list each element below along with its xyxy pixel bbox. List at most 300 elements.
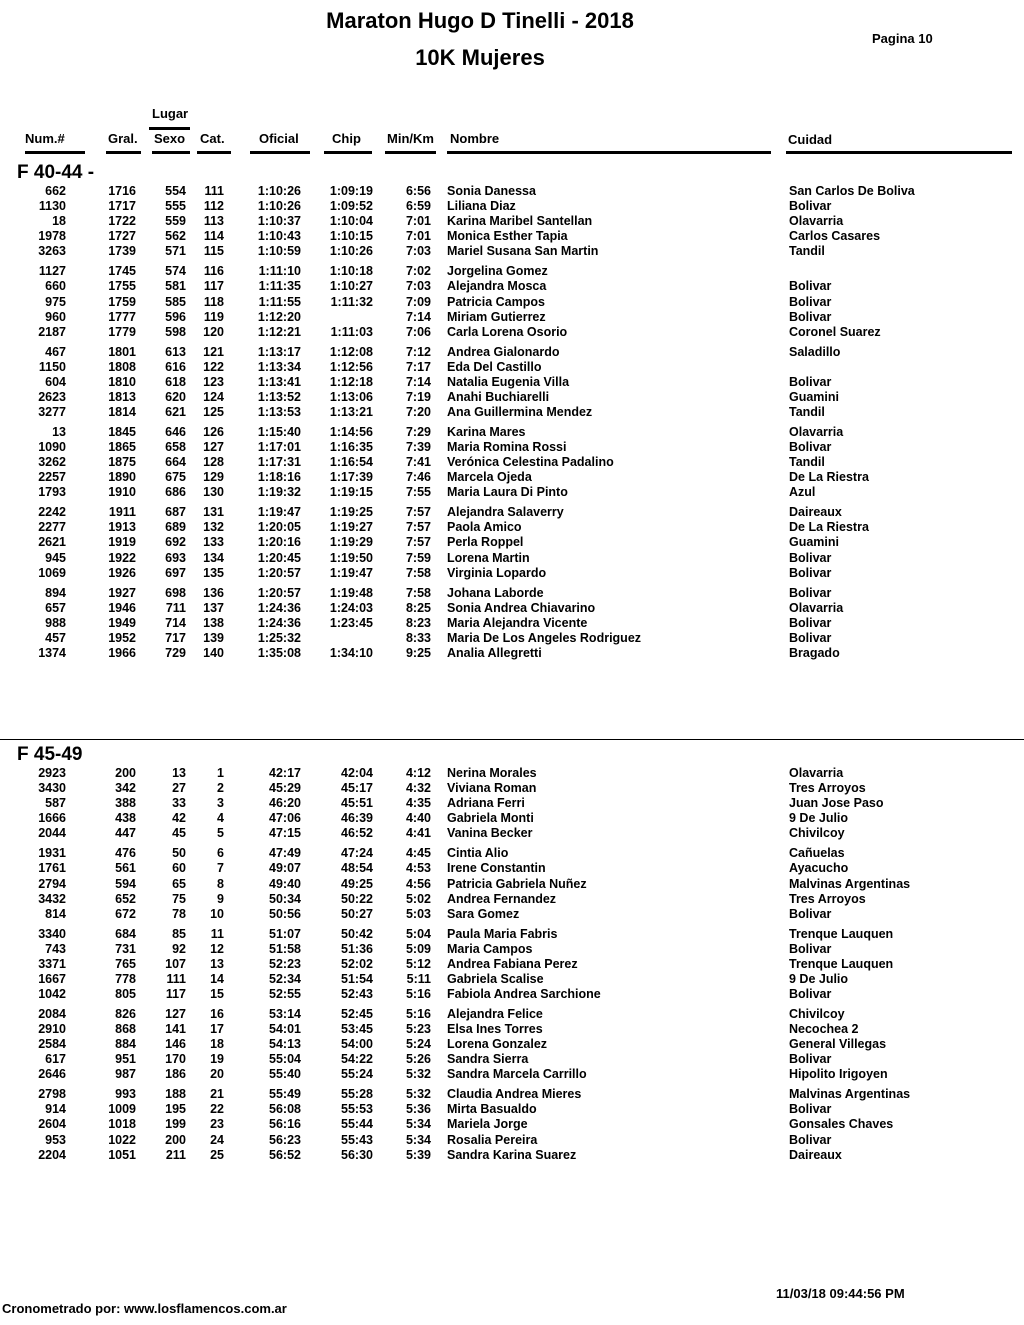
result-row [0,184,1024,199]
place-gender: 170 [165,1052,186,1067]
chip-time: 49:25 [341,876,373,891]
bib-number: 18 [52,214,66,229]
chip-time: 1:09:52 [329,199,373,214]
place-overall: 672 [115,906,136,921]
place-overall: 1759 [108,294,136,309]
chip-time: 1:24:03 [329,600,373,615]
place-overall: 1949 [108,615,136,630]
bib-number: 2084 [38,1006,66,1021]
place-gender: 60 [172,861,186,876]
runner-name: Patricia Gabriela Nuñez [447,876,587,891]
runner-city: Chivilcoy [789,826,845,841]
runner-name: Paola Amico [447,520,522,535]
chip-time: 52:02 [341,956,373,971]
official-time: 1:20:16 [257,535,301,550]
result-row [0,520,1024,535]
runner-name: Rosalia Pereira [447,1132,538,1147]
official-time: 1:12:21 [257,324,301,339]
runner-name: Andrea Fabiana Perez [447,956,578,971]
place-overall: 1779 [108,324,136,339]
official-time: 1:11:55 [258,294,301,309]
pace: 7:14 [405,374,431,389]
result-row [0,1052,1024,1067]
pace: 4:12 [405,766,431,780]
place-overall: 388 [115,796,136,811]
official-time: 1:35:08 [257,645,301,660]
place-gender: 613 [165,344,186,359]
official-time: 54:13 [269,1037,301,1052]
chip-time: 1:10:15 [329,229,373,244]
place-category: 1 [217,766,224,780]
chip-time: 46:52 [341,826,373,841]
place-gender: 555 [165,199,186,214]
runner-city: De La Riestra [789,520,869,535]
chip-time: 1:19:48 [329,585,373,600]
pace: 4:32 [405,781,431,796]
place-overall: 1875 [108,455,136,470]
official-time: 47:15 [269,826,301,841]
official-time: 56:16 [269,1117,301,1132]
place-category: 133 [203,535,224,550]
place-overall: 1922 [108,550,136,565]
runner-name: Mariela Jorge [447,1117,528,1132]
chip-time: 1:11:03 [330,324,373,339]
place-overall: 1890 [108,470,136,485]
pace: 7:29 [405,424,431,439]
chip-time: 1:16:54 [329,455,373,470]
pace: 9:25 [405,645,431,660]
runner-name: Johana Laborde [447,585,544,600]
place-overall: 652 [115,891,136,906]
official-time: 54:01 [269,1022,301,1036]
bib-number: 657 [45,600,66,615]
place-overall: 1966 [108,645,136,660]
runner-city: Bolivar [789,1102,832,1117]
runner-name: Alejandra Felice [447,1006,543,1021]
pace: 7:09 [405,294,431,309]
header-num: Num.# [25,131,65,146]
chip-time: 48:54 [341,861,373,876]
place-gender: 141 [165,1022,186,1036]
place-gender: 717 [165,630,186,645]
pace: 7:14 [405,309,431,324]
place-category: 116 [203,264,224,279]
official-time: 50:34 [269,891,301,906]
runner-name: Maria Alejandra Vicente [447,615,588,630]
place-overall: 987 [115,1067,136,1082]
pace: 6:59 [405,199,431,214]
result-row [0,1117,1024,1132]
place-category: 112 [203,199,224,214]
official-time: 1:20:45 [257,550,301,565]
place-overall: 476 [115,846,136,861]
place-category: 3 [217,796,224,811]
place-gender: 562 [165,229,186,244]
bib-number: 1931 [38,846,66,861]
result-row [0,214,1024,229]
place-category: 16 [210,1006,224,1021]
place-category: 129 [203,470,224,485]
bib-number: 2044 [38,826,66,841]
place-category: 19 [210,1052,224,1067]
runner-name: Anahi Buchiarelli [447,389,550,404]
place-category: 12 [210,941,224,956]
chip-time: 55:24 [341,1067,373,1082]
chip-time: 55:43 [341,1132,373,1147]
runner-name: Verónica Celestina Padalino [447,455,614,470]
chip-time: 1:16:35 [329,440,373,454]
place-overall: 993 [115,1087,136,1102]
place-category: 20 [210,1067,224,1082]
runner-name: Patricia Campos [447,294,545,309]
place-overall: 684 [115,926,136,941]
place-gender: 559 [165,214,186,229]
runner-name: Elsa Ines Torres [447,1022,543,1036]
runner-city: Bolivar [789,1132,832,1147]
result-row [0,907,1024,922]
place-category: 17 [210,1022,224,1036]
runner-name: Mariel Susana San Martin [447,244,599,259]
chip-time: 52:43 [341,987,373,1001]
header-underline [250,151,310,154]
runner-city: San Carlos De Boliva [789,184,915,198]
place-overall: 1952 [108,630,136,645]
pace: 7:57 [405,535,431,550]
place-category: 7 [217,861,224,876]
bib-number: 743 [45,941,66,956]
runner-name: Maria De Los Angeles Rodriguez [447,630,642,645]
place-gender: 554 [165,184,186,198]
runner-name: Monica Esther Tapia [447,229,568,244]
bib-number: 2646 [38,1067,66,1082]
place-gender: 85 [172,926,186,941]
chip-time: 1:17:39 [329,470,373,485]
official-time: 47:49 [269,846,301,861]
place-category: 134 [203,550,224,565]
result-row [0,601,1024,616]
result-row [0,470,1024,485]
header-gral: Gral. [108,131,138,146]
result-row [0,199,1024,214]
place-overall: 1814 [108,405,136,419]
bib-number: 894 [45,585,66,600]
bib-number: 587 [45,796,66,811]
place-gender: 188 [165,1087,186,1102]
place-category: 2 [217,781,224,796]
place-category: 127 [203,440,224,454]
place-gender: 571 [165,244,186,259]
pace: 7:03 [405,279,431,294]
bib-number: 2204 [38,1147,66,1162]
bib-number: 1793 [38,485,66,500]
runner-city: Bolivar [789,294,832,309]
place-overall: 1927 [108,585,136,600]
runner-name: Sonia Danessa [447,184,536,198]
runner-name: Eda Del Castillo [447,359,542,374]
pace: 4:53 [405,861,431,876]
official-time: 1:25:32 [257,630,301,645]
runner-name: Cintia Alio [447,846,509,861]
runner-city: Bolivar [789,906,832,921]
official-time: 1:15:40 [257,424,301,439]
result-row [0,325,1024,340]
document-title: Maraton Hugo D Tinelli - 2018 [326,8,634,33]
header-chip: Chip [332,131,361,146]
runner-city: Tres Arroyos [789,891,866,906]
bib-number: 2623 [38,389,66,404]
place-gender: 621 [165,405,186,419]
pace: 5:34 [405,1132,431,1147]
pace: 8:33 [405,630,431,645]
chip-time: 1:14:56 [329,424,373,439]
bib-number: 2621 [38,535,66,550]
runner-city: Daireaux [789,1147,842,1162]
place-overall: 1777 [108,309,136,324]
place-gender: 92 [172,941,186,956]
official-time: 56:52 [269,1147,301,1162]
place-overall: 200 [115,766,136,780]
place-category: 4 [217,811,224,826]
official-time: 1:10:26 [257,199,301,214]
runner-name: Maria Campos [447,941,533,956]
chip-time: 45:17 [341,781,373,796]
result-row [0,505,1024,520]
pace: 7:58 [405,585,431,600]
chip-time: 51:54 [341,971,373,986]
place-gender: 698 [165,585,186,600]
header-underline [25,151,85,154]
place-overall: 1009 [108,1102,136,1117]
chip-time: 1:34:10 [329,645,373,660]
runner-name: Gabriela Scalise [447,971,544,986]
bib-number: 1667 [38,971,66,986]
place-gender: 693 [165,550,186,565]
bib-number: 2798 [38,1087,66,1102]
chip-time: 1:23:45 [329,615,373,630]
pace: 5:32 [405,1067,431,1082]
official-time: 46:20 [269,796,301,811]
result-row [0,1022,1024,1037]
result-row [0,1148,1024,1163]
pace: 7:59 [405,550,431,565]
bib-number: 975 [45,294,66,309]
result-row [0,766,1024,781]
place-overall: 1022 [108,1132,136,1147]
chip-time: 55:53 [341,1102,373,1117]
bib-number: 13 [52,424,66,439]
bib-number: 1761 [38,861,66,876]
runner-city: Tandil [789,244,825,259]
place-gender: 574 [165,264,186,279]
pace: 5:03 [405,906,431,921]
runner-city: Olavarria [789,600,844,615]
pace: 5:23 [405,1022,431,1036]
runner-city: 9 De Julio [789,971,849,986]
pace: 7:20 [405,405,431,419]
result-row [0,1067,1024,1082]
official-time: 1:11:10 [258,264,301,279]
runner-name: Carla Lorena Osorio [447,324,568,339]
runner-name: Vanina Becker [447,826,533,841]
chip-time: 52:45 [341,1006,373,1021]
result-row [0,781,1024,796]
result-row [0,861,1024,876]
result-row [0,485,1024,500]
official-time: 55:40 [269,1067,301,1082]
bib-number: 914 [45,1102,66,1117]
place-category: 128 [203,455,224,470]
result-row [0,972,1024,987]
bib-number: 3340 [38,926,66,941]
runner-city: Tandil [789,405,825,419]
runner-city: Coronel Suarez [789,324,881,339]
place-category: 136 [203,585,224,600]
place-category: 114 [203,229,224,244]
place-overall: 1727 [108,229,136,244]
bib-number: 960 [45,309,66,324]
official-time: 50:56 [269,906,301,921]
pace: 7:12 [405,344,431,359]
runner-city: Necochea 2 [789,1022,859,1036]
bib-number: 2910 [38,1022,66,1036]
bib-number: 662 [45,184,66,198]
official-time: 49:40 [269,876,301,891]
place-gender: 686 [165,485,186,500]
bib-number: 3371 [38,956,66,971]
place-gender: 33 [172,796,186,811]
place-category: 11 [210,926,224,941]
result-row [0,310,1024,325]
place-gender: 729 [165,645,186,660]
runner-name: Adriana Ferri [447,796,525,811]
place-overall: 1018 [108,1117,136,1132]
runner-city: Chivilcoy [789,1006,845,1021]
bib-number: 2584 [38,1037,66,1052]
chip-time: 1:10:18 [329,264,373,279]
result-row [0,586,1024,601]
bib-number: 1042 [38,987,66,1001]
result-row [0,229,1024,244]
place-gender: 211 [165,1147,186,1162]
runner-name: Fabiola Andrea Sarchione [447,987,601,1001]
place-category: 24 [210,1132,224,1147]
result-row [0,455,1024,470]
runner-city: Bolivar [789,565,832,580]
chip-time: 53:45 [341,1022,373,1036]
runner-name: Virginia Lopardo [447,565,547,580]
header-underline [106,151,141,154]
result-row [0,244,1024,259]
bib-number: 3263 [38,244,66,259]
bib-number: 1374 [38,645,66,660]
runner-city: Ayacucho [789,861,849,876]
pace: 5:02 [405,891,431,906]
runner-city: Trenque Lauquen [789,956,894,971]
place-category: 123 [203,374,224,389]
footer-credit: Cronometrado por: www.losflamencos.com.ar [2,1301,287,1316]
chip-time: 1:11:32 [330,294,373,309]
runner-city: Trenque Lauquen [789,926,894,941]
runner-city: Bolivar [789,550,832,565]
result-row [0,616,1024,631]
header-cat: Cat. [200,131,225,146]
runner-name: Andrea Gialonardo [447,344,560,359]
pace: 4:56 [405,876,431,891]
pace: 6:56 [405,184,431,198]
official-time: 51:07 [269,926,301,941]
bib-number: 945 [45,550,66,565]
pace: 4:45 [405,846,431,861]
runner-name: Paula Maria Fabris [447,926,558,941]
place-gender: 581 [165,279,186,294]
bib-number: 467 [45,344,66,359]
place-overall: 1810 [108,374,136,389]
place-category: 132 [203,520,224,535]
place-category: 23 [210,1117,224,1132]
chip-time: 1:19:29 [329,535,373,550]
bib-number: 1666 [38,811,66,826]
place-overall: 447 [115,826,136,841]
place-category: 113 [203,214,224,229]
place-gender: 585 [165,294,186,309]
runner-city: Bolivar [789,309,832,324]
place-category: 115 [203,244,224,259]
pace: 8:23 [405,615,431,630]
bib-number: 604 [45,374,66,389]
pace: 5:16 [405,1006,431,1021]
result-row [0,295,1024,310]
runner-city: Saladillo [789,344,841,359]
runner-city: Olavarria [789,214,844,229]
chip-time: 56:30 [341,1147,373,1162]
place-gender: 664 [165,455,186,470]
runner-city: Bolivar [789,630,832,645]
header-minkm: Min/Km [387,131,434,146]
runner-name: Sandra Marcela Carrillo [447,1067,587,1082]
result-row [0,1037,1024,1052]
place-overall: 765 [115,956,136,971]
pace: 8:25 [405,600,431,615]
pace: 7:55 [405,485,431,500]
place-category: 126 [203,424,224,439]
bib-number: 3277 [38,405,66,419]
runner-city: Tres Arroyos [789,781,866,796]
header-sexo: Sexo [154,131,186,146]
pace: 7:03 [405,244,431,259]
place-gender: 620 [165,389,186,404]
header-oficial: Oficial [259,131,299,146]
official-time: 1:13:52 [257,389,301,404]
header-underline [786,151,1012,154]
place-overall: 1716 [108,184,136,198]
runner-city: Hipolito Irigoyen [789,1067,888,1082]
official-time: 1:24:36 [257,600,301,615]
result-row [0,405,1024,420]
official-time: 1:17:31 [257,455,301,470]
header-ciudad: Cuidad [788,132,833,147]
bib-number: 660 [45,279,66,294]
place-gender: 697 [165,565,186,580]
result-row [0,927,1024,942]
chip-time: 1:12:08 [329,344,373,359]
place-gender: 200 [165,1132,186,1147]
chip-time: 1:19:25 [329,505,373,520]
runner-name: Andrea Fernandez [447,891,557,906]
pace: 7:01 [405,229,431,244]
place-overall: 1739 [108,244,136,259]
runner-city: Bolivar [789,585,832,600]
pace: 5:16 [405,987,431,1001]
